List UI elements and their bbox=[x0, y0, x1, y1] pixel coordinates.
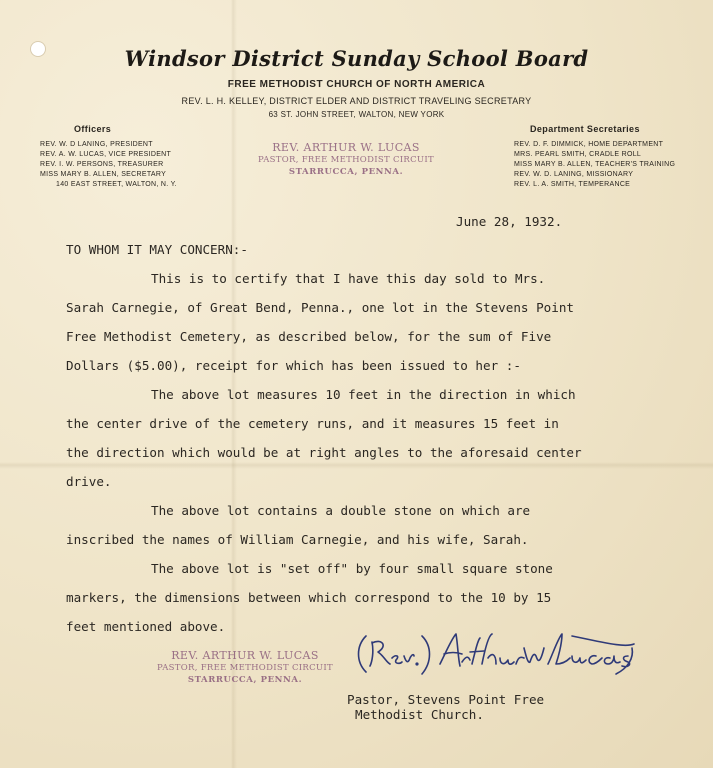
pastor-stamp-top bbox=[246, 142, 446, 178]
secretary-line: REV. L. A. SMITH, TEMPERANCE bbox=[514, 181, 631, 188]
body-line: The above lot measures 10 feet in the direction in which bbox=[151, 387, 576, 402]
body-line: Sarah Carnegie, of Great Bend, Penna., one lot in the Stevens Point bbox=[66, 300, 574, 315]
stamp-name: REV. ARTHUR W. LUCAS bbox=[272, 141, 420, 154]
body-line: Free Methodist Cemetery, as described below, for the sum of Five bbox=[66, 329, 552, 344]
secretary-line: MRS. PEARL SMITH, CRADLE ROLL bbox=[514, 151, 642, 158]
secretaries-list bbox=[514, 140, 675, 190]
pastor-stamp-bottom bbox=[150, 650, 340, 686]
letterhead-title: Windsor District Sunday School Board bbox=[124, 46, 589, 71]
body-line: markers, the dimensions between which correspond to the 10 by 15 bbox=[66, 590, 552, 605]
closing-line: Methodist Church. bbox=[355, 707, 484, 722]
stamp-place: STARRUCCA, PENNA. bbox=[288, 167, 404, 177]
officers-heading: Officers bbox=[74, 124, 112, 134]
stamp-place: STARRUCCA, PENNA. bbox=[187, 675, 303, 685]
letter-date: June 28, 1932. bbox=[456, 214, 563, 229]
handwritten-signature bbox=[352, 618, 640, 678]
secretary-line: REV. D. F. DIMMICK, HOME DEPARTMENT bbox=[514, 141, 664, 148]
body-line: drive. bbox=[66, 474, 112, 489]
officer-line: REV. I. W. PERSONS, TREASURER bbox=[40, 161, 164, 168]
body-line: Dollars ($5.00), receipt for which has been issued to her :- bbox=[66, 358, 521, 373]
body-line: The above lot contains a double stone on which are bbox=[151, 503, 531, 518]
stamp-role: PASTOR, FREE METHODIST CIRCUIT bbox=[156, 663, 334, 673]
closing-line: Pastor, Stevens Point Free bbox=[347, 692, 545, 707]
officer-line: REV. A. W. LUCAS, VICE PRESIDENT bbox=[40, 151, 172, 158]
stamp-role: PASTOR, FREE METHODIST CIRCUIT bbox=[257, 155, 435, 165]
stamp-name: REV. ARTHUR W. LUCAS bbox=[171, 649, 319, 662]
body-line: the direction which would be at right angles to the aforesaid center bbox=[66, 445, 582, 460]
body-line: The above lot is "set off" by four small square stone bbox=[151, 561, 553, 576]
secretaries-heading: Department Secretaries bbox=[530, 124, 640, 134]
body-line: This is to certify that I have this day sold to Mrs. bbox=[151, 271, 546, 286]
officers-list bbox=[40, 140, 177, 190]
officer-line: REV. W. D LANING, PRESIDENT bbox=[40, 141, 153, 148]
officer-line: MISS MARY B. ALLEN, SECRETARY bbox=[40, 171, 167, 178]
body-line: feet mentioned above. bbox=[66, 619, 226, 634]
secretary-line: MISS MARY B. ALLEN, TEACHER'S TRAINING bbox=[514, 161, 676, 168]
letterhead-elder: REV. L. H. KELLEY, DISTRICT ELDER AND DISTRICT TRAVELING SECRETARY bbox=[181, 96, 532, 106]
body-line: the center drive of the cemetery runs, and it measures 15 feet in bbox=[66, 416, 559, 431]
officer-line: 140 EAST STREET, WALTON, N. Y. bbox=[56, 181, 177, 188]
letterhead-address: 63 ST. JOHN STREET, WALTON, NEW YORK bbox=[268, 110, 445, 119]
letter-salutation: TO WHOM IT MAY CONCERN:- bbox=[66, 242, 248, 257]
body-line: inscribed the names of William Carnegie, and his wife, Sarah. bbox=[66, 532, 529, 547]
letterhead-church: FREE METHODIST CHURCH OF NORTH AMERICA bbox=[227, 79, 486, 90]
secretary-line: REV. W. D. LANING, MISSIONARY bbox=[514, 171, 634, 178]
